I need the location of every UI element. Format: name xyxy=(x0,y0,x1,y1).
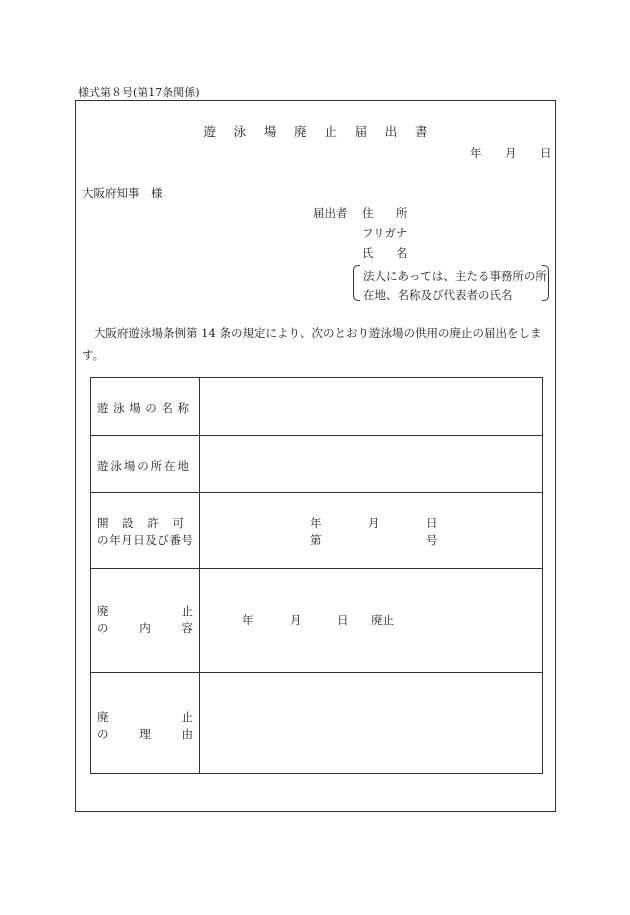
abolition-year: 年 xyxy=(242,613,254,627)
table-row-abolition-reason xyxy=(91,673,542,773)
permit-day: 日 xyxy=(426,516,438,530)
abolition-day: 日 xyxy=(337,613,349,627)
label-cell-abolition-details xyxy=(91,569,200,672)
submitter-label: 届出者 xyxy=(313,206,348,220)
abolition-month: 月 xyxy=(290,613,302,627)
label-permit-line1: 開 設 許 可 xyxy=(97,516,184,530)
table-row-facility-location xyxy=(91,436,542,493)
table-row-abolition-details xyxy=(91,569,542,673)
form-table xyxy=(90,377,543,774)
addressee: 大阪府知事 様 xyxy=(82,186,163,200)
label-abolition-reason-line2: の 理 由 xyxy=(97,727,193,741)
label-cell-abolition-reason xyxy=(91,673,200,773)
header-date-year: 年 xyxy=(470,146,482,160)
declaration-text: 大阪府遊泳場条例第 14 条の規定により、次のとおり遊泳場の供用の廃止の届出をします。 xyxy=(82,326,542,362)
submitter-address-label-2: 所 xyxy=(396,206,408,220)
document-title: 遊 泳 場 廃 止 届 出 書 xyxy=(203,124,435,139)
label-cell-facility-name xyxy=(91,378,200,435)
header-date-month: 月 xyxy=(505,146,517,160)
note-bracket-left xyxy=(353,265,360,301)
submitter-name-label-2: 名 xyxy=(396,246,408,260)
form-number-label: 様式第８号(第17条関係) xyxy=(78,86,200,99)
label-cell-facility-location xyxy=(91,436,200,492)
permit-month: 月 xyxy=(368,516,380,530)
note-line-1: 法人にあっては、主たる事務所の所 xyxy=(363,269,547,283)
label-abolition-details-line1: 廃 止 xyxy=(97,604,193,618)
abolition-suffix: 廃止 xyxy=(371,613,394,627)
permit-number-prefix: 第 xyxy=(310,533,322,547)
table-row-facility-name xyxy=(91,378,542,436)
label-abolition-details-line2: の 内 容 xyxy=(97,621,193,635)
label-cell-permit xyxy=(91,493,200,568)
header-date-day: 日 xyxy=(540,146,552,160)
note-line-2: 在地、名称及び代表者の氏名 xyxy=(363,288,513,302)
label-permit-line2: の年月日及び番号 xyxy=(97,533,194,547)
submitter-furigana-label: フリガナ xyxy=(362,226,408,240)
submitter-name-label-1: 氏 xyxy=(362,246,374,260)
permit-year: 年 xyxy=(310,516,322,530)
label-abolition-reason-line1: 廃 止 xyxy=(97,710,193,724)
label-facility-location: 遊 泳 場 の 所 在 地 xyxy=(97,459,189,473)
table-row-permit xyxy=(91,493,542,569)
permit-number-suffix: 号 xyxy=(426,533,438,547)
submitter-address-label-1: 住 xyxy=(362,206,374,220)
label-facility-name: 遊 泳 場 の 名 称 xyxy=(97,401,189,415)
corporation-note xyxy=(353,265,549,303)
